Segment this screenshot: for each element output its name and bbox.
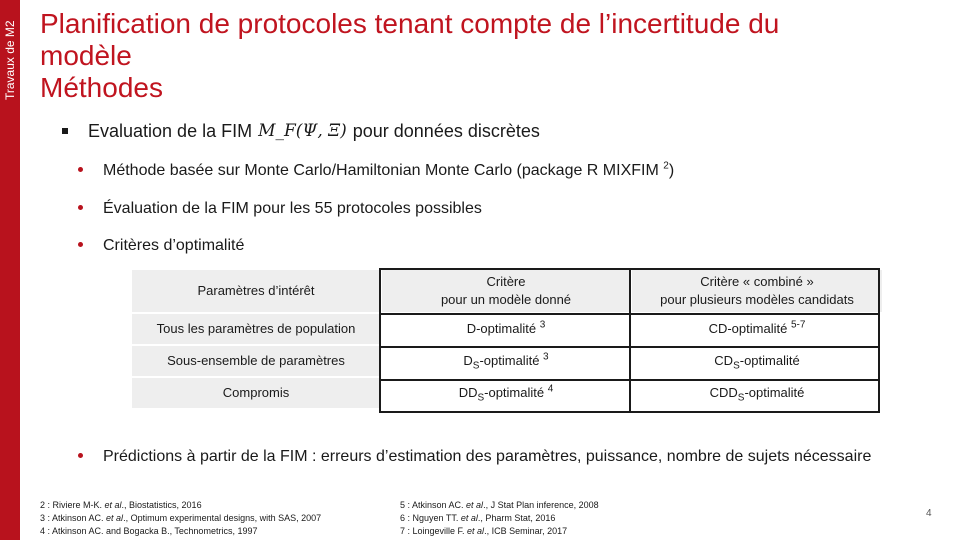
ref-text-post: ., Biostatistics, 2016: [121, 500, 202, 510]
cell-text: D-optimalité: [466, 321, 537, 336]
header-params-text: Paramètres d’intérêt: [197, 283, 315, 298]
header-combined-line1: Critère « combiné »: [700, 274, 814, 289]
cell-after: -optimalité: [739, 353, 800, 368]
main-bullet: [62, 119, 540, 143]
sidebar-band: [0, 0, 20, 540]
header-combined: [631, 269, 883, 313]
main-bullet-prefix: Evaluation de la FIM: [88, 121, 253, 141]
reference-item: [400, 499, 599, 512]
sub-bullet-text: [103, 160, 674, 182]
header-criterion-line2: pour un modèle donné: [440, 292, 572, 307]
ref-sup: 3: [543, 351, 549, 363]
ref-text: 7 : Loingeville F.: [400, 526, 468, 536]
row-combined: [631, 345, 883, 377]
cell-text: CD: [714, 353, 734, 368]
table-divider: [379, 346, 880, 348]
table-row: [131, 345, 883, 377]
sub-bullet-1: [78, 160, 674, 182]
ref-text-post: ., J Stat Plan inference, 2008: [483, 500, 599, 510]
sub-bullet-3: [78, 235, 244, 257]
header-params: [131, 269, 381, 313]
ref-text: 4 : Atkinson AC. and Bogacka B., Technometrics, 1997: [40, 526, 258, 536]
cell-text: CDD: [709, 385, 738, 400]
square-bullet-icon: [62, 128, 68, 134]
sub-bullet-4-text: Prédictions à partir de la FIM : erreurs d’estimation des paramètres, puissance, nombre de sujets nécessaire: [103, 448, 872, 465]
criteria-table: [130, 268, 884, 410]
cell-after: -optimalité: [484, 385, 545, 400]
references-left: [40, 499, 321, 538]
table-header-row: [131, 269, 883, 313]
sidebar-label-box: [2, 0, 18, 100]
cell-sub: S: [477, 392, 485, 404]
sidebar-label: Travaux de M2: [3, 20, 17, 100]
cell-text: D: [463, 353, 473, 368]
main-bullet-suffix: pour données discrètes: [352, 121, 540, 141]
ref-em: et al: [467, 526, 485, 536]
row-param: Tous les paramètres de population: [131, 313, 381, 345]
reference-item: [400, 525, 599, 538]
cell-sub: S: [737, 392, 745, 404]
cell-text: DD: [458, 385, 478, 400]
ref-text: 5 : Atkinson AC.: [400, 500, 467, 510]
sub-bullet-1-text: Méthode basée sur Monte Carlo/Hamiltonian Monte Carlo (package R MIXFIM: [103, 162, 659, 179]
slide-title: [40, 8, 940, 104]
dot-bullet-icon: [78, 205, 83, 210]
ref-sup: 2: [663, 160, 669, 172]
page-number: 4: [926, 508, 932, 519]
dot-bullet-icon: [78, 453, 83, 458]
ref-text: 3 : Atkinson AC.: [40, 513, 107, 523]
title-line-2: modèle: [40, 40, 132, 71]
row-param: Sous-ensemble de paramètres: [131, 345, 381, 377]
sub-bullet-2-text: Évaluation de la FIM pour les 55 protocoles possibles: [103, 200, 482, 217]
references-right: [400, 499, 599, 538]
fim-formula: M_F(Ψ, Ξ): [258, 121, 347, 141]
cell-after: -optimalité: [479, 353, 540, 368]
ref-text-post: ., ICB Seminar, 2017: [484, 526, 568, 536]
table-divider: [629, 268, 631, 413]
ref-sup: 3: [539, 319, 546, 331]
row-combined: [631, 377, 883, 409]
ref-text: 2 : Riviere M-K.: [40, 500, 105, 510]
table-divider: [379, 379, 880, 381]
title-line-1: Planification de protocoles tenant compte de l’incertitude du: [40, 8, 780, 39]
ref-text: 6 : Nguyen TT.: [400, 513, 461, 523]
sub-bullet-4: [78, 446, 871, 468]
ref-sup: 4: [547, 383, 554, 395]
cell-text: CD-optimalité: [708, 321, 788, 336]
reference-item: [40, 512, 321, 525]
row-criterion: [381, 377, 631, 409]
row-criterion: [381, 313, 631, 345]
sub-bullet-1-after: ): [668, 162, 675, 179]
ref-em: et al: [466, 500, 484, 510]
table-row: [131, 377, 883, 409]
dot-bullet-icon: [78, 167, 83, 172]
ref-em: et al: [104, 500, 122, 510]
ref-sup: 5-7: [790, 319, 806, 331]
ref-em: et al: [106, 513, 124, 523]
reference-item: [40, 499, 321, 512]
header-criterion: [381, 269, 631, 313]
reference-item: [400, 512, 599, 525]
cell-sub: S: [472, 360, 480, 372]
dot-bullet-icon: [78, 242, 83, 247]
table-divider: [379, 313, 880, 315]
row-criterion: [381, 345, 631, 377]
ref-em: et al: [460, 513, 478, 523]
reference-item: [40, 525, 321, 538]
cell-after: -optimalité: [744, 385, 805, 400]
sub-bullet-2: [78, 198, 482, 220]
title-line-3: Méthodes: [40, 72, 163, 103]
sub-bullet-3-text: Critères d’optimalité: [103, 237, 245, 254]
ref-text-post: ., Optimum experimental designs, with SAS, 2007: [123, 513, 322, 523]
header-combined-line2: pour plusieurs modèles candidats: [660, 292, 854, 307]
cell-sub: S: [733, 360, 740, 372]
row-combined: [631, 313, 883, 345]
ref-text-post: ., Pharm Stat, 2016: [477, 513, 556, 523]
row-param: Compromis: [131, 377, 381, 409]
table-row: [131, 313, 883, 345]
header-criterion-line1: Critère: [486, 274, 526, 289]
